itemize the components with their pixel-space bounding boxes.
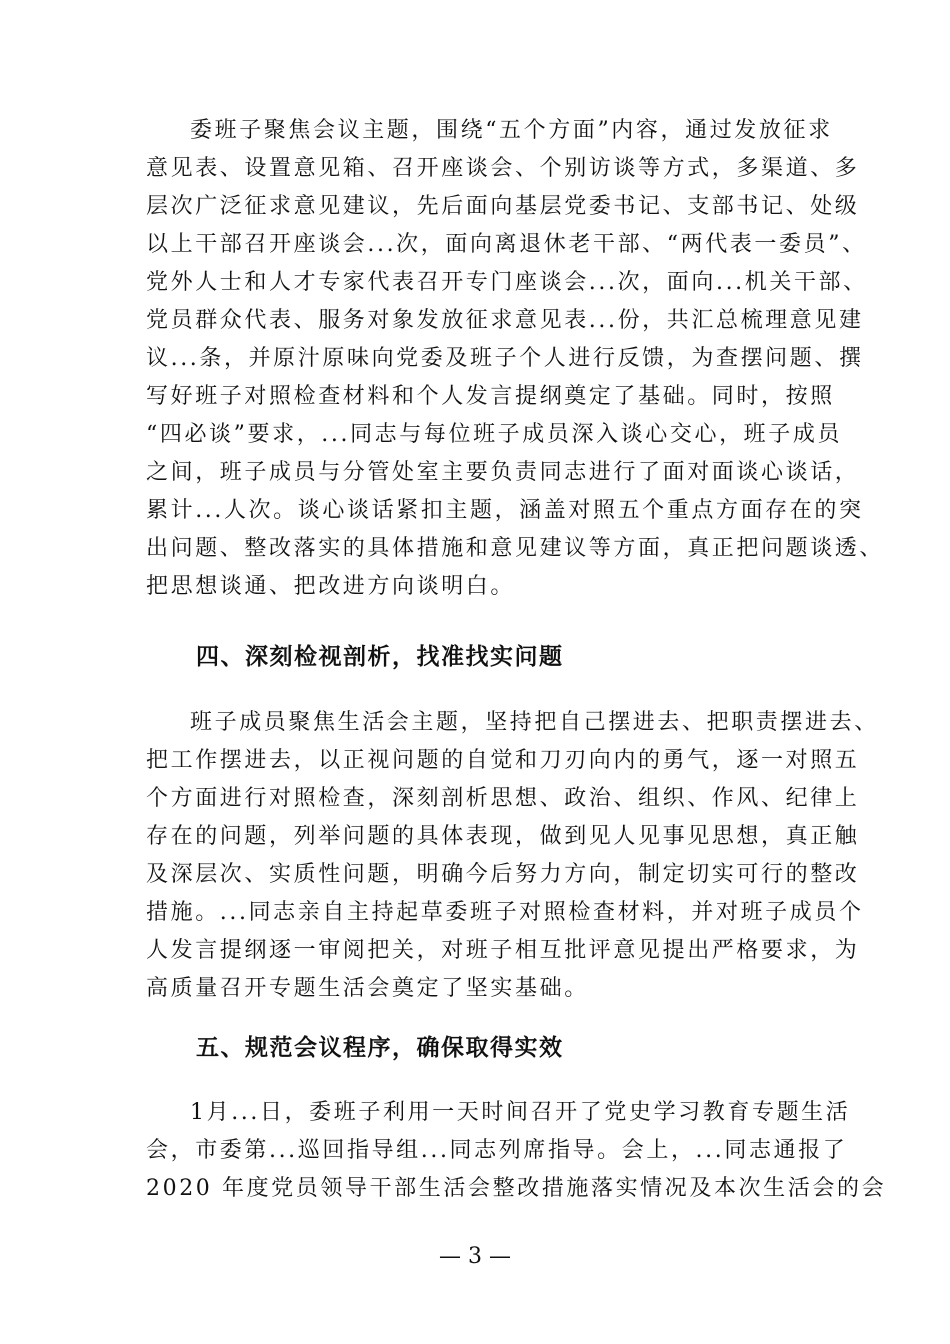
- text-line: 措施。...同志亲自主持起草委班子对照检查材料，并对班子成员个: [146, 900, 864, 925]
- text-line: 会，市委第...巡回指导组...同志列席指导。会上，...同志通报了: [146, 1138, 848, 1163]
- text-line: 人发言提纲逐一审阅把关，对班子相互批评意见提出严格要求，为: [146, 938, 860, 963]
- text-line: 存在的问题，列举问题的具体表现，做到见人见事见思想，真正触: [146, 824, 860, 849]
- text-line: 把工作摆进去，以正视问题的自觉和刀刃向内的勇气，逐一对照五: [146, 748, 860, 773]
- text-line: 议...条，并原汁原味向党委及班子个人进行反馈，为查摆问题、撰: [146, 346, 864, 371]
- text-line: 之间，班子成员与分管处室主要负责同志进行了面对面谈心谈话，: [146, 460, 860, 485]
- text-line: 及深层次、实质性问题，明确今后努力方向，制定切实可行的整改: [146, 862, 860, 887]
- text-line: 高质量召开专题生活会奠定了坚实基础。: [146, 976, 589, 1001]
- text-line: 党员群众代表、服务对象发放征求意见表...份，共汇总梳理意见建: [146, 308, 864, 333]
- text-line: 委班子聚焦会议主题，围绕“五个方面”内容，通过发放征求: [190, 118, 833, 143]
- text-line: 把思想谈通、把改进方向谈明白。: [146, 574, 516, 599]
- text-line: 2020 年度党员领导干部生活会整改措施落实情况及本次生活会的会: [146, 1176, 887, 1201]
- text-line: 层次广泛征求意见建议，先后面向基层党委书记、支部书记、处级: [146, 194, 860, 219]
- text-line: 以上干部召开座谈会...次，面向离退休老干部、“两代表一委员”、: [146, 232, 867, 257]
- text-line: 出问题、整改落实的具体措施和意见建议等方面，真正把问题谈透、: [146, 536, 885, 561]
- text-line: 党外人士和人才专家代表召开专门座谈会...次，面向...机关干部、: [146, 270, 868, 295]
- section-heading-5: 五、规范会议程序，确保取得实效: [196, 1035, 564, 1061]
- section-heading-4: 四、深刻检视剖析，找准找实问题: [196, 644, 564, 670]
- page-number: — 3 —: [439, 1244, 511, 1269]
- text-line: “四必谈”要求，...同志与每位班子成员深入谈心交心，班子成员: [146, 422, 843, 447]
- text-line: 写好班子对照检查材料和个人发言提纲奠定了基础。同时，按照: [146, 384, 835, 409]
- text-line: 1月...日，委班子利用一天时间召开了党史学习教育专题生活: [190, 1100, 851, 1125]
- text-line: 意见表、设置意见箱、召开座谈会、个别访谈等方式，多渠道、多: [146, 156, 860, 181]
- text-line: 个方面进行对照检查，深刻剖析思想、政治、组织、作风、纪律上: [146, 786, 860, 811]
- text-line: 累计...人次。谈心谈话紧扣主题，涵盖对照五个重点方面存在的突: [146, 498, 864, 523]
- text-line: 班子成员聚焦生活会主题，坚持把自己摆进去、把职责摆进去、: [190, 710, 879, 735]
